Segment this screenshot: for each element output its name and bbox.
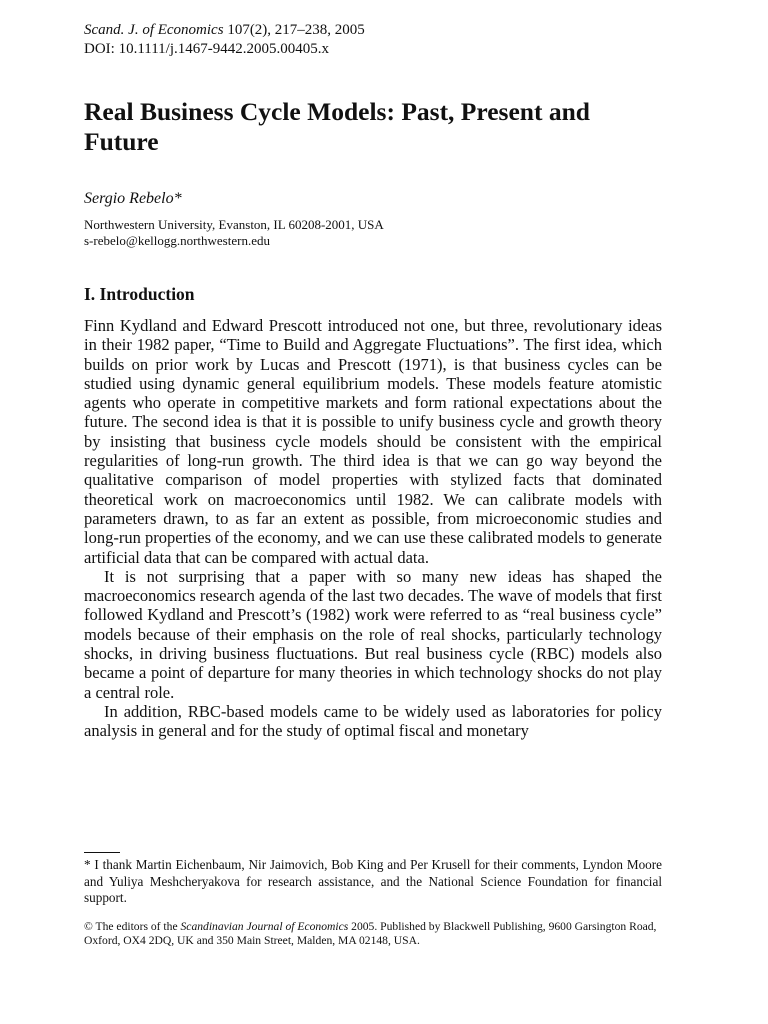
body-text: [84, 316, 662, 741]
copyright-notice: [84, 920, 662, 948]
author-name: Sergio Rebelo*: [84, 190, 182, 207]
author-affiliation: Northwestern University, Evanston, IL 60208-2001, USA: [84, 217, 384, 232]
citation-line: [84, 21, 365, 40]
footnote: * I thank Martin Eichenbaum, Nir Jaimovich, Bob King and Per Krusell for their comments, Lyndon Moore and Yuliya Meshcheryakova for research assistance, and the National Science Foundation for financial support.: [84, 857, 662, 905]
volume-pages: 107(2), 217–238, 2005: [223, 22, 365, 38]
copyright-symbol: ©: [84, 920, 93, 933]
paper-title: Real Business Cycle Models: Past, Present and Future: [84, 97, 590, 156]
paragraph-3: In addition, RBC-based models came to be widely used as laboratories for policy analysis in general and for the study of optimal fiscal and monetary: [84, 701, 662, 741]
paper-page: [84, 0, 662, 1024]
copyright-suffix: 2005. Published by Blackwell Publishing, 9600 Garsington Road, Oxford, OX4 2DQ, UK and 350 Main Street, Malden, MA 02148, USA.: [84, 920, 657, 947]
author-affiliation-block: [84, 217, 384, 249]
paragraph-1: Finn Kydland and Edward Prescott introduced not one, but three, revolutionary ideas in their 1982 paper, “Time to Build and Aggregate Fluctuations”. The first idea, which builds on prior work by Lucas and Prescott (1971), is that business cycles can be studied using dynamic general equilibrium models. These models feature atomistic agents who operate in competitive markets and form rational expectations about the future. The second idea is that it is possible to unify business cycle and growth theory by insisting that business cycle models should be consistent with the empirical regularities of long-run growth. The third idea is that we can go way beyond the qualitative comparison of model properties with stylized facts that dominated theoretical work on macroeconomics until 1982. We can calibrate models with parameters drawn, to as far an extent as possible, from microeconomic studies and long-run properties of the economy, and we can use these calibrated models to generate artificial data that can be compared with actual data.: [84, 316, 662, 567]
copyright-journal: Scandinavian Journal of Economics: [180, 920, 349, 933]
section-heading: I. Introduction: [84, 284, 195, 304]
footnote-divider: [84, 852, 120, 853]
paragraph-2: It is not surprising that a paper with so many new ideas has shaped the macroeconomics research agenda of the last two decades. The wave of models that first followed Kydland and Prescott’s (1982) work were referred to as “real business cycle” models because of their emphasis on the role of real shocks, particularly technology shocks, in driving business fluctuations. But real business cycle (RBC) models also became a point of departure for many theories in which technology shocks do not play a central role.: [84, 566, 662, 702]
author-email: s-rebelo@kellogg.northwestern.edu: [84, 233, 270, 248]
journal-name: Scand. J. of Economics: [84, 22, 224, 38]
journal-citation: [84, 21, 365, 59]
copyright-prefix: The editors of the: [92, 920, 181, 933]
doi: DOI: 10.1111/j.1467-9442.2005.00405.x: [84, 41, 329, 57]
